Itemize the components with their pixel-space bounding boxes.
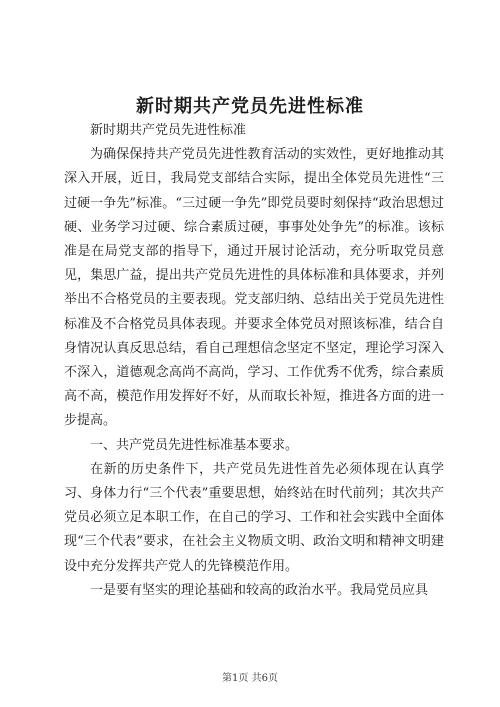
section-heading: 一、共产党员先进性标准基本要求。 <box>90 437 299 453</box>
document-body <box>64 119 444 603</box>
intro-paragraph: 为确保保持共产党员先进性教育活动的实效性，更好地推动其深入开展，近日，我局党支部结合实际，提出全体党员先进性“三过硬一争先”标准。“三过硬一争先”即党员要时刻保持“政治思想过硬、业务学习过硬、综合素质过硬，事事处处争先”的标准。该标准是在局党支部的指导下，通过开展讨论活动，充分听取党员意见，集思广益，提出共产党员先进性的具体标准和具体要求，并列举出不合格党员的主要表现。党支部归纳、总结出关于党员先进性标准及不合格党员具体表现。并要求全体党员对照该标准，结合自身情况认真反思总结，看自己理想信念坚定不坚定，理论学习深入不深入，道德观念高尚不高尚，学习、工作优秀不优秀，综合素质高不高，模范作用发挥好不好，从而取长补短，推进各方面的进一步提高。 <box>64 147 444 429</box>
requirements-paragraph: 在新的历史条件下，共产党员先进性首先必须体现在认真学习、身体力行“三个代表”重要思想，始终站在时代前列；其次共产党员必须立足本职工作，在自己的学习、工作和社会实践中全面体现“三个代表”要求，在社会主义物质文明、政治文明和精神文明建设中充分发挥共产党人的先锋模范作用。 <box>64 461 444 574</box>
page-number-footer: 第1页 共6页 <box>222 673 278 684</box>
subtitle-paragraph: 新时期共产党员先进性标准 <box>90 123 247 138</box>
document-title: 新时期共产党员先进性标准 <box>136 96 364 117</box>
point-one-paragraph: 一是要有坚实的理论基础和较高的政治水平。我局党员应具 <box>90 582 429 598</box>
